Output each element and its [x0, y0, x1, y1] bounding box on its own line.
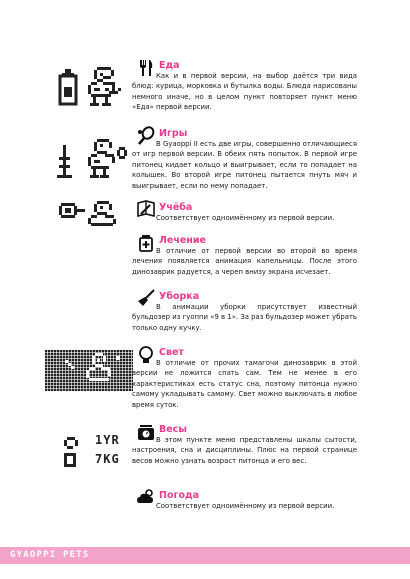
- age-readout: 1YR: [95, 433, 120, 447]
- section-text: В отличие от прочих тамагочи динозаврик в этой версии не ложится спать сам. Тем не менее в его характеристиках есть статус сна, поэтому питонца нужно самому укладывать самому. Свет можно выключать в любое время суток.: [132, 359, 357, 409]
- footer-bar: [0, 547, 410, 564]
- section-title: Игры: [159, 128, 188, 139]
- section-title: Погода: [159, 490, 200, 501]
- section-title: Весы: [159, 424, 187, 435]
- food-pixel-illustration: [45, 65, 135, 105]
- section-title: Уборка: [159, 291, 200, 302]
- section-text: В Gyaoppi II есть две игры, совершенно отличающиеся от игр первой версии. В обеих пять попыток. В первой игре питонец кидает кольцо и выигрывает, если то попадает на колышек. Во второй игре питонец пытается пнуть мяч и выигрывает, если по нему попадает.: [132, 140, 357, 190]
- weight-readout: 7KG: [95, 452, 120, 466]
- section-text: Как и в первой версии, на выбор даётся три вида блюд: курица, морковка и бутылка воды. Блюда нарисованы немного иначе, но в целом пункт повторяет пункт меню «Еда» первой версии.: [132, 72, 357, 112]
- games-pixel-illustration: [45, 137, 135, 179]
- scales-pixel-illustration: [45, 431, 135, 471]
- section-text: В анимации уборки присутствует известный бульдозер из гуоппи «9 в 1». За раз бульдозер может убрать только одну кучку.: [132, 303, 357, 332]
- section-title: Учёба: [159, 202, 193, 213]
- section-text: В этом пункте меню представлены шкалы сытости, настроения, сна и дисциплины. Плюс на первой странице весов можно узнать возраст питонца и его вес.: [132, 436, 357, 465]
- section-text: В отличие от первой версии во второй во время лечения появляется анимация капельницы. После этого динозаврик радуется, а череп внизу экрана исчезает.: [132, 247, 357, 276]
- footer-label: GYAOPPI PETS: [10, 550, 90, 560]
- section-text: Соответствует одноимённому из первой версии.: [156, 502, 335, 510]
- section-title: Лечение: [159, 235, 206, 246]
- section-text: Соответствует одноимённому из первой версии.: [156, 214, 335, 222]
- section-title: Еда: [159, 60, 180, 71]
- section-title: Свет: [159, 347, 184, 358]
- study-pixel-illustration: [45, 199, 135, 227]
- light-pixel-illustration: [45, 350, 135, 390]
